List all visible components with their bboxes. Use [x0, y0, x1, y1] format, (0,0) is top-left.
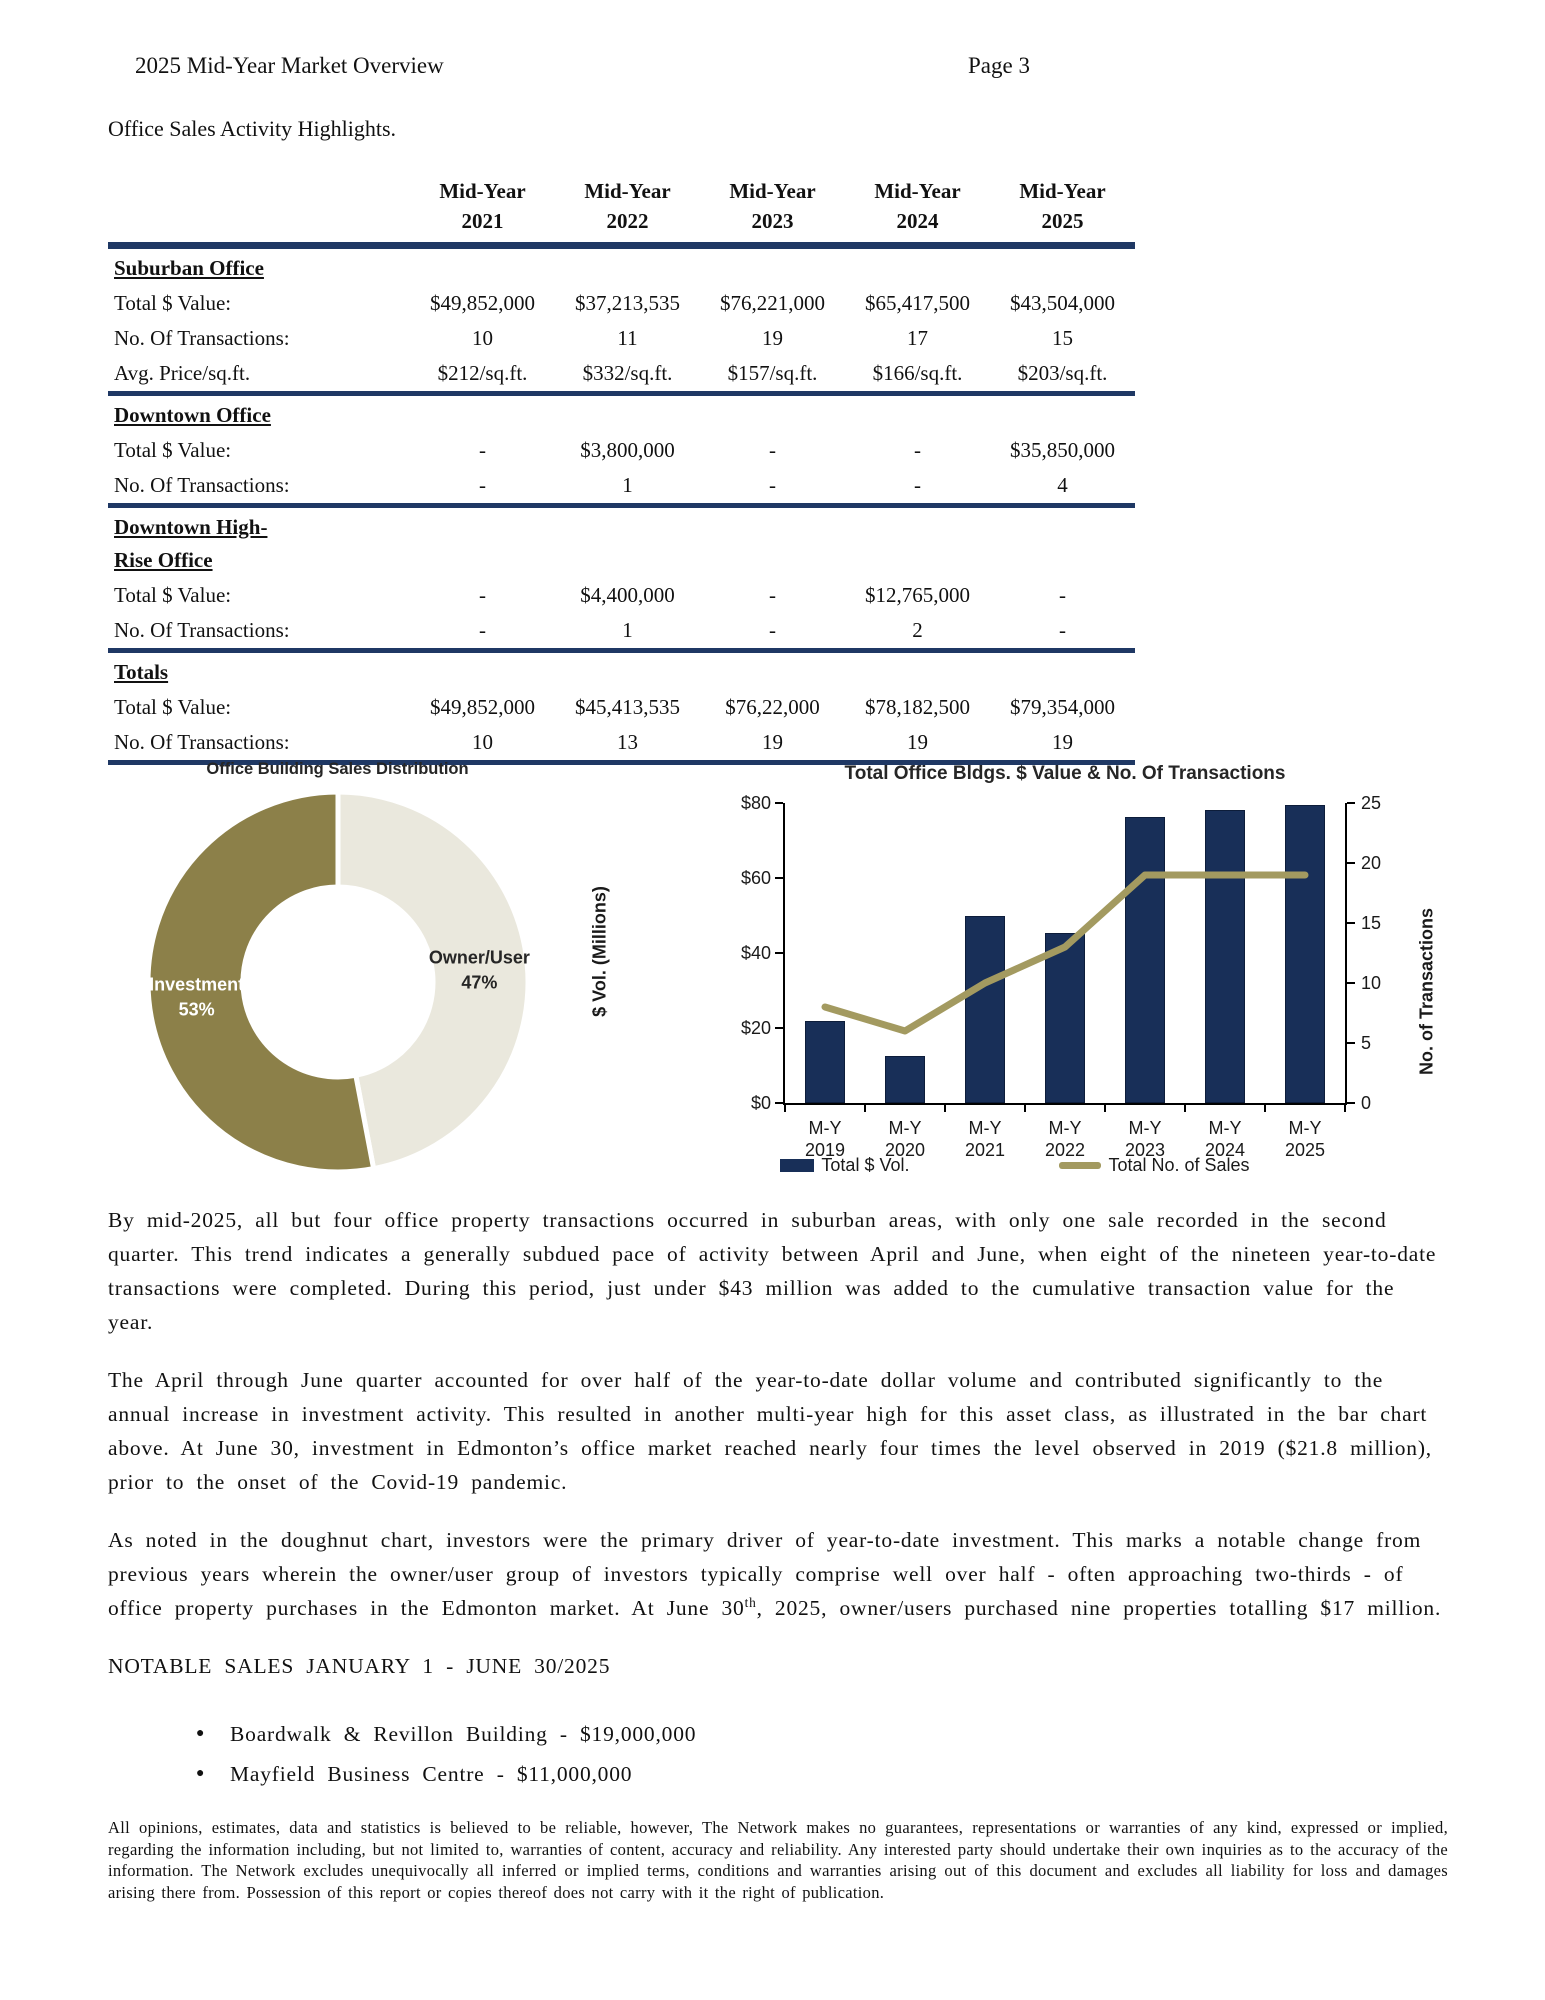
- page-title: 2025 Mid-Year Market Overview: [135, 53, 444, 78]
- section-name-line: Totals: [114, 660, 169, 684]
- row-label: Total $ Value:: [114, 695, 232, 719]
- table-cell: -: [914, 438, 921, 462]
- right-axis-tick: [1347, 1102, 1355, 1104]
- x-category-label: [1185, 1117, 1265, 1161]
- section-name-line: Rise Office: [114, 548, 213, 572]
- col-header-line: 2022: [606, 209, 649, 233]
- x-category-line: 2020: [884, 1140, 926, 1160]
- donut-chart-title: Office Building Sales Distribution: [206, 760, 469, 778]
- row-label: No. Of Transactions:: [114, 473, 290, 497]
- col-header-2022: [555, 176, 700, 246]
- sales-table-body: [108, 246, 1135, 763]
- left-axis-tick: [775, 952, 783, 954]
- bar-2022: [1045, 933, 1085, 1103]
- bar-chart-title: Total Office Bldgs. $ Value & No. Of Transactions: [844, 763, 1286, 784]
- left-axis-tick: [775, 1102, 783, 1104]
- empty-cell: [410, 506, 1135, 579]
- table-header-row: [108, 176, 1135, 246]
- table-cell: -: [914, 473, 921, 497]
- donut-slice-label: Owner/User 47%: [428, 947, 530, 993]
- right-axis-tick-label: 15: [1361, 913, 1382, 933]
- col-header-2021: [410, 176, 555, 246]
- table-row: [108, 613, 1135, 651]
- table-cell: $76,22,000: [725, 695, 820, 719]
- x-category-line: M-Y: [1288, 1118, 1322, 1138]
- table-cell: 19: [907, 730, 928, 754]
- table-cell: 19: [762, 730, 783, 754]
- table-row: [108, 286, 1135, 321]
- right-axis-tick-label: 0: [1361, 1093, 1372, 1113]
- table-cell: -: [1059, 583, 1066, 607]
- right-axis-tick-label: 20: [1361, 853, 1382, 873]
- right-axis-tick-label: 10: [1361, 973, 1382, 993]
- x-category-line: 2025: [1284, 1140, 1326, 1160]
- table-cell: $35,850,000: [1010, 438, 1115, 462]
- col-header-line: Mid-Year: [439, 179, 526, 203]
- right-axis-tick: [1347, 922, 1355, 924]
- x-axis-tick: [944, 1105, 946, 1112]
- paragraph-3-text: As noted in the doughnut chart, investors were the primary driver of year-to-date investment. This marks a notable change from previous years wherein the owner/user group of investors typically comprise well over half - often approaching two-thirds - of office property purchases in the Edmonton market. At June 30: [108, 1528, 1422, 1620]
- col-header-line: Mid-Year: [874, 179, 961, 203]
- bar-2024: [1205, 810, 1245, 1103]
- right-axis-tick: [1347, 862, 1355, 864]
- bar-2019: [805, 1021, 845, 1103]
- table-cell: $37,213,535: [575, 291, 680, 315]
- x-category-label: [785, 1117, 865, 1161]
- x-axis-tick: [784, 1105, 786, 1112]
- x-category-line: 2024: [1204, 1140, 1246, 1160]
- table-corner-cell: [108, 176, 410, 246]
- x-axis-tick: [1104, 1105, 1106, 1112]
- row-label: No. Of Transactions:: [114, 326, 290, 350]
- row-label: No. Of Transactions:: [114, 618, 290, 642]
- section-name: [108, 394, 410, 434]
- notable-sales-list: [108, 1719, 1448, 1789]
- subtitle: Office Sales Activity Highlights.: [108, 116, 397, 141]
- table-section-row: [108, 506, 1135, 579]
- x-category-label: [865, 1117, 945, 1161]
- x-axis-tick: [864, 1105, 866, 1112]
- table-cell: 17: [907, 326, 928, 350]
- section-name: [108, 651, 410, 691]
- left-axis-tick: [775, 802, 783, 804]
- sales-table: [108, 176, 1135, 765]
- col-header-line: 2024: [896, 209, 939, 233]
- donut-slice-owner-user: [338, 792, 528, 1169]
- section-name: [108, 506, 410, 579]
- empty-cell: [410, 651, 1135, 691]
- col-header-line: Mid-Year: [584, 179, 671, 203]
- axis-line: [783, 803, 785, 1105]
- donut-svg: [110, 745, 565, 1185]
- x-category-line: M-Y: [1208, 1118, 1242, 1138]
- paragraph-1: By mid-2025, all but four office property transactions occurred in suburban areas, with only one sale recorded in the second quarter. This trend indicates a generally subdued pace of activity between April and June, when eight of the nineteen year-to-date transactions were completed. During this period, just under $43 million was added to the cumulative transaction value for the year.: [108, 1208, 1437, 1334]
- table-cell: 10: [472, 730, 493, 754]
- x-axis-tick: [1024, 1105, 1026, 1112]
- table-cell: 2: [912, 618, 923, 642]
- table-cell: -: [1059, 618, 1066, 642]
- left-axis-title: $ Vol. (Millions): [589, 886, 610, 1017]
- table-cell: $4,400,000: [580, 583, 675, 607]
- table-cell: 19: [762, 326, 783, 350]
- left-axis-tick: [775, 1027, 783, 1029]
- table-cell: $65,417,500: [865, 291, 970, 315]
- table-cell: 11: [617, 326, 638, 350]
- table-cell: $79,354,000: [1010, 695, 1115, 719]
- table-cell: -: [769, 583, 776, 607]
- col-header-line: 2021: [461, 209, 504, 233]
- col-header-line: 2025: [1041, 209, 1084, 233]
- paragraph-2: The April through June quarter accounted for over half of the year-to-date dollar volume and contributed significantly to the annual increase in investment activity. This resulted in another multi-year high for this asset class, as illustrated in the bar chart above. At June 30, investment in Edmonton’s office market reached nearly four times the level observed in 2019 ($21.8 million), prior to the onset of the Covid-19 pandemic.: [108, 1368, 1432, 1494]
- right-axis-tick: [1347, 1042, 1355, 1044]
- right-axis-title: No. of Transactions: [1416, 907, 1437, 1076]
- row-label: Total $ Value:: [114, 438, 232, 462]
- bar-2021: [965, 916, 1005, 1103]
- left-axis-tick-label: $20: [740, 1018, 771, 1038]
- col-header-line: Mid-Year: [1019, 179, 1106, 203]
- table-cell: 15: [1052, 326, 1073, 350]
- col-header-line: Mid-Year: [729, 179, 816, 203]
- bar-2025: [1285, 805, 1325, 1103]
- table-cell: -: [479, 438, 486, 462]
- right-axis-tick: [1347, 802, 1355, 804]
- table-cell: $49,852,000: [430, 291, 535, 315]
- page-number: Page 3: [968, 53, 1030, 78]
- table-cell: 13: [617, 730, 638, 754]
- bar-2020: [885, 1056, 925, 1103]
- paragraph-3-text: , 2025, owner/users purchased nine properties totalling $17 million.: [756, 1596, 1442, 1620]
- axis-line: [783, 1103, 1347, 1105]
- table-row: [108, 578, 1135, 613]
- table-cell: $332/sq.ft.: [582, 361, 673, 385]
- list-item-mayfield: ● Mayfield Business Centre - $11,000,000: [230, 1759, 1448, 1789]
- table-cell: $212/sq.ft.: [437, 361, 528, 385]
- x-category-label: [1265, 1117, 1345, 1161]
- donut-chart: [110, 745, 565, 1185]
- empty-cell: [410, 394, 1135, 434]
- table-cell: $45,413,535: [575, 695, 680, 719]
- row-label: Avg. Price/sq.ft.: [114, 361, 251, 385]
- list-item-boardwalk: ● Boardwalk & Revillon Building - $19,000,000: [230, 1719, 1448, 1749]
- table-row: [108, 468, 1135, 506]
- row-label: Total $ Value:: [114, 291, 232, 315]
- ordinal-superscript: th: [744, 1594, 757, 1610]
- table-cell: -: [769, 438, 776, 462]
- paragraph-3: [108, 1523, 1448, 1625]
- col-header-line: 2023: [751, 209, 794, 233]
- table-cell: $76,221,000: [720, 291, 825, 315]
- row-label: No. Of Transactions:: [114, 730, 290, 754]
- table-cell: -: [769, 618, 776, 642]
- section-name-line: Downtown Office: [114, 403, 271, 427]
- x-axis-tick: [1184, 1105, 1186, 1112]
- col-header-2025: [990, 176, 1135, 246]
- section-name-line: Downtown High-: [114, 515, 268, 539]
- table-row: [108, 321, 1135, 356]
- table-cell: $12,765,000: [865, 583, 970, 607]
- table-cell: 1: [622, 473, 633, 497]
- x-category-label: [1105, 1117, 1185, 1161]
- section-name-line: Suburban Office: [114, 256, 264, 280]
- table-cell: $203/sq.ft.: [1017, 361, 1108, 385]
- table-cell: 1: [622, 618, 633, 642]
- donut-slice-label: Investment 53%: [149, 974, 245, 1020]
- col-header-2024: [845, 176, 990, 246]
- table-cell: 19: [1052, 730, 1073, 754]
- table-cell: -: [479, 583, 486, 607]
- left-axis-tick-label: $40: [740, 943, 771, 963]
- table-row: [108, 356, 1135, 394]
- table-cell: -: [479, 618, 486, 642]
- table-row: [108, 690, 1135, 725]
- table-cell: -: [769, 473, 776, 497]
- bar-2023: [1125, 817, 1165, 1103]
- table-cell: $49,852,000: [430, 695, 535, 719]
- x-axis-tick: [1344, 1105, 1346, 1112]
- table-section-row: [108, 651, 1135, 691]
- x-category-line: M-Y: [968, 1118, 1002, 1138]
- x-category-line: M-Y: [1128, 1118, 1162, 1138]
- table-row: [108, 433, 1135, 468]
- col-header-2023: [700, 176, 845, 246]
- x-axis-tick: [1264, 1105, 1266, 1112]
- notable-sales-heading: NOTABLE SALES JANUARY 1 - JUNE 30/2025: [108, 1654, 611, 1678]
- line-series-swatch: [1059, 1162, 1101, 1169]
- right-axis-tick-label: 5: [1361, 1033, 1372, 1053]
- x-category-line: 2021: [964, 1140, 1006, 1160]
- left-axis-tick: [775, 877, 783, 879]
- left-axis-tick-label: $60: [740, 868, 771, 888]
- x-category-line: M-Y: [1048, 1118, 1082, 1138]
- x-category-line: 2022: [1044, 1140, 1086, 1160]
- x-category-line: 2019: [804, 1140, 846, 1160]
- legend-label: Total No. of Sales: [1108, 1155, 1250, 1175]
- table-cell: $43,504,000: [1010, 291, 1115, 315]
- x-category-label: [1025, 1117, 1105, 1161]
- legend-label: Total $ Vol.: [821, 1155, 910, 1175]
- bar-line-chart: [575, 745, 1455, 1185]
- table-section-row: [108, 394, 1135, 434]
- table-cell: $166/sq.ft.: [872, 361, 963, 385]
- empty-cell: [410, 246, 1135, 287]
- right-axis-tick-label: 25: [1361, 793, 1382, 813]
- row-label: Total $ Value:: [114, 583, 232, 607]
- x-category-line: M-Y: [888, 1118, 922, 1138]
- table-cell: $157/sq.ft.: [727, 361, 818, 385]
- x-category-line: M-Y: [808, 1118, 842, 1138]
- table-section-row: [108, 246, 1135, 287]
- left-axis-tick-label: $80: [740, 793, 771, 813]
- right-axis-tick: [1347, 982, 1355, 984]
- table-cell: -: [479, 473, 486, 497]
- table-cell: 4: [1057, 473, 1068, 497]
- table-cell: 10: [472, 326, 493, 350]
- body-text: [108, 1203, 1448, 1903]
- left-axis-tick-label: $0: [750, 1093, 771, 1113]
- x-category-label: [945, 1117, 1025, 1161]
- disclaimer: All opinions, estimates, data and statistics is believed to be reliable, however, The Network makes no guarantees, representations or warranties of any kind, expressed or implied, regarding the information including, but not limited to, warranties of content, accuracy and reliability. Any interested party should undertake their own inquiries as to the accuracy of the information. The Network excludes unequivocally all inferred or implied terms, conditions and warranties arising out of this document and excludes all liability for loss and damages arising there from. Possession of this report or copies thereof does not carry with it the right of publication.: [108, 1818, 1448, 1902]
- x-category-line: 2023: [1124, 1140, 1166, 1160]
- table-cell: $3,800,000: [580, 438, 675, 462]
- table-cell: $78,182,500: [865, 695, 970, 719]
- section-name: [108, 246, 410, 287]
- axis-line: [1345, 803, 1347, 1105]
